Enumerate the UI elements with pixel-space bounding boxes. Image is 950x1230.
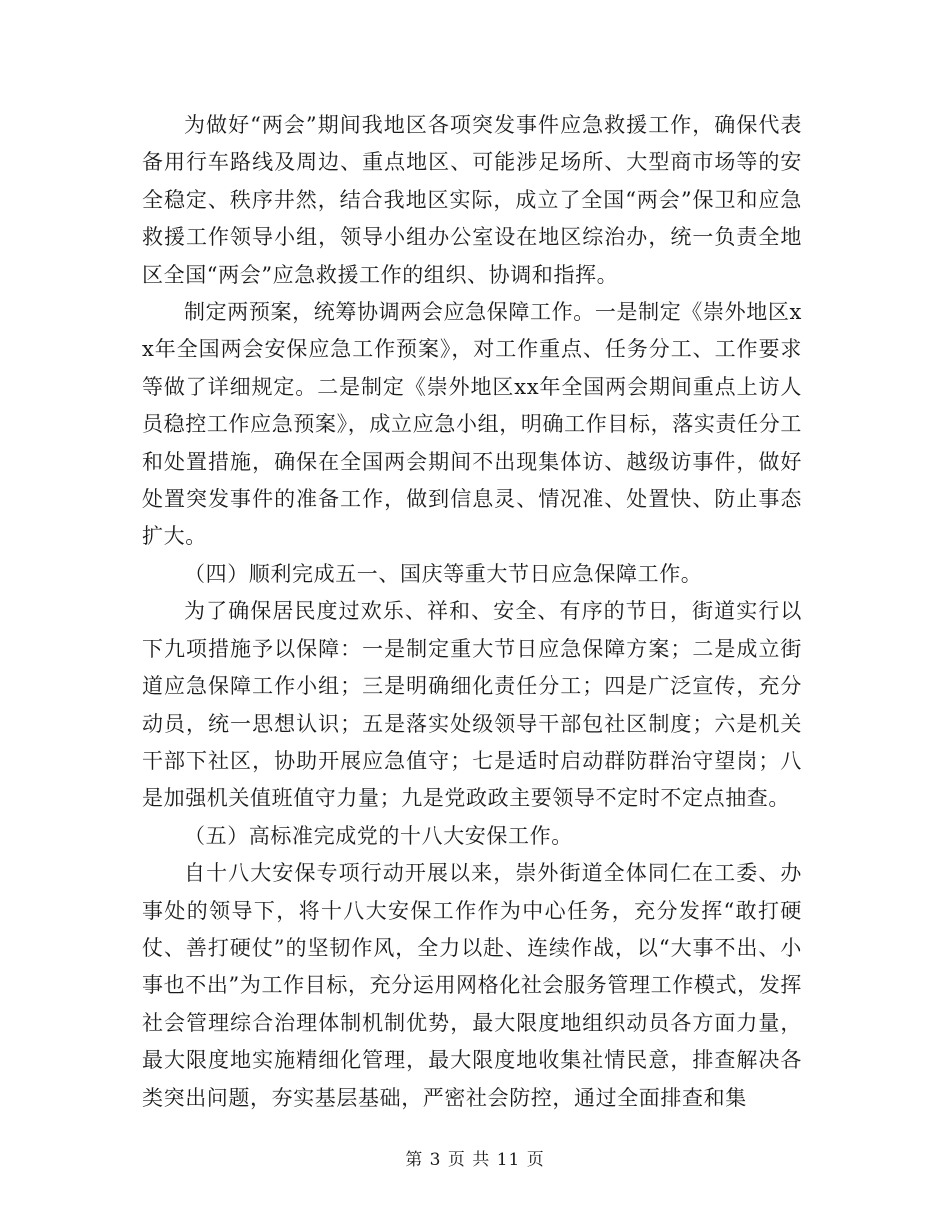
section-heading-four: （四）顺利完成五一、国庆等重大节日应急保障工作。 xyxy=(184,561,703,586)
document-body xyxy=(142,107,802,1117)
paragraph-two-sessions-rescue: 为做好“两会”期间我地区各项突发事件应急救援工作，确保代表备用行车路线及周边、重点地区、可能涉足场所、大型商市场等的安全稳定、秩序井然，结合我地区实际，成立了全国“两会”保卫和应急救援工作领导小组，领导小组办公室设在地区综治办，统一负责全地区全国“两会”应急救援工作的组织、协调和指挥。 xyxy=(142,113,802,287)
paragraph-eighteenth-congress: 自十八大安保专项行动开展以来，崇外街道全体同仁在工委、办事处的领导下，将十八大安保工作作为中心任务，充分发挥“敢打硬仗、善打硬仗”的坚韧作风，全力以赴、连续作战，以“大事不出、小事也不出”为工作目标，充分运用网格化社会服务管理工作模式，发挥社会管理综合治理体制机制优势，最大限度地组织动员各方面力量，最大限度地实施精细化管理，最大限度地收集社情民意，排查解决各类突出问题，夯实基层基础，严密社会防控，通过全面排查和集 xyxy=(142,861,802,1110)
paragraph-holiday-measures: 为了确保居民度过欢乐、祥和、安全、有序的节日，街道实行以下九项措施予以保障：一是制定重大节日应急保障方案；二是成立街道应急保障工作小组；三是明确细化责任分工；四是广泛宣传，充分动员，统一思想认识；五是落实处级领导干部包社区制度；六是机关干部下社区，协助开展应急值守；七是适时启动群防群治守望岗；八是加强机关值班值守力量；九是党政政主要领导不定时不定点抽查。 xyxy=(142,599,802,811)
section-heading-five: （五）高标准完成党的十八大安保工作。 xyxy=(184,823,573,848)
page-number-footer: 第 3 页 共 11 页 xyxy=(405,1150,545,1170)
paragraph-two-plans: 制定两预案，统筹协调两会应急保障工作。一是制定《崇外地区xx年全国两会安保应急工作预案》，对工作重点、任务分工、工作要求等做了详细规定。二是制定《崇外地区xx年全国两会期间重点上访人员稳控工作应急预案》，成立应急小组，明确工作目标，落实责任分工和处置措施，确保在全国两会期间不出现集体访、越级访事件，做好处置突发事件的准备工作，做到信息灵、情况准、处置快、防止事态扩大。 xyxy=(142,300,802,549)
